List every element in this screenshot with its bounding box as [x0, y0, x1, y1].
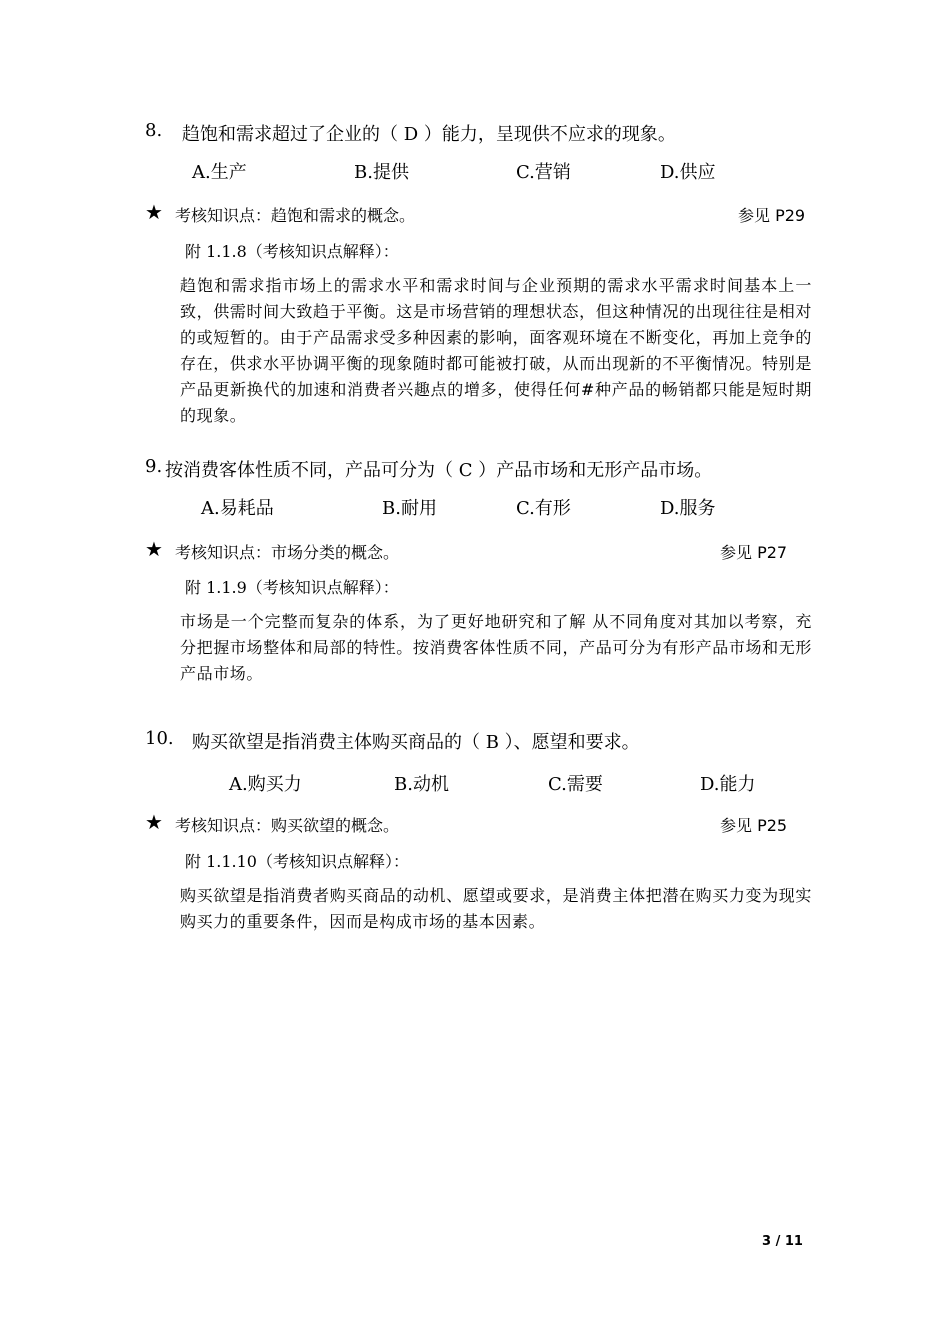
question-9-number: 9. [145, 456, 163, 477]
question-10-page-ref: 参见 P25 [720, 816, 788, 835]
question-8-option-a: A.生产 [192, 162, 247, 183]
question-10-option-a: A.购买力 [229, 774, 302, 795]
star-icon: ★ [145, 537, 163, 561]
question-10-option-b: B.动机 [394, 774, 449, 795]
question-8-explanation: 趋饱和需求指市场上的需求水平和需求时间与企业预期的需求水平需求时间基本上一致，供需时间大致趋于平衡。这是市场营销的理想状态，但这种情况的出现往往是相对的或短暂的。由于产品需求受多种因素的影响，面客观环境在不断变化，再加上竞争的存在，供求水平协调平衡的现象随时都可能被打破，从而出现新的不平衡情况。特别是产品更新换代的加速和消费者兴趣点的增多，使得任何#种产品的畅销都只能是短时期的现象。 [180, 276, 812, 425]
page-number: 3 / 11 [762, 1234, 803, 1249]
question-9-explanation: 市场是一个完整而复杂的体系，为了更好地研究和了解 从不同角度对其加以考察，充分把握市场整体和局部的特性。按消费客体性质不同，产品可分为有形产品市场和无形产品市场。 [180, 612, 812, 683]
question-10-option-c: C.需要 [548, 774, 603, 795]
question-8-stem: 趋饱和需求超过了企业的（ D ）能力，呈现供不应求的现象。 [182, 124, 676, 145]
question-10-explanation: 购买欲望是指消费者购买商品的动机、愿望或要求，是消费主体把潜在购买力变为现实购买力的重要条件，因而是构成市场的基本因素。 [180, 886, 812, 931]
question-9-stem: 按消费客体性质不同，产品可分为（ C ）产品市场和无形产品市场。 [165, 460, 713, 481]
question-10-number: 10. [145, 728, 174, 749]
question-8-option-b: B.提供 [354, 162, 409, 183]
question-10-option-d: D.能力 [700, 774, 756, 795]
question-9-knowledge-point: 考核知识点：市场分类的概念。 [175, 543, 400, 562]
star-icon: ★ [145, 810, 163, 834]
question-8-appendix-heading: 附 1.1.8（考核知识点解释）： [185, 242, 399, 261]
question-10-knowledge-point: 考核知识点：购买欲望的概念。 [175, 816, 400, 835]
question-9-appendix-heading: 附 1.1.9（考核知识点解释）： [185, 578, 399, 597]
star-icon: ★ [145, 200, 163, 224]
question-9-option-a: A.易耗品 [201, 498, 274, 519]
question-10-stem: 购买欲望是指消费主体购买商品的（ B ）、愿望和要求。 [192, 732, 640, 753]
question-8-option-d: D.供应 [660, 162, 716, 183]
question-8-page-ref: 参见 P29 [738, 206, 806, 225]
question-9-page-ref: 参见 P27 [720, 543, 788, 562]
question-8-option-c: C.营销 [516, 162, 571, 183]
question-10-appendix-heading: 附 1.1.10（考核知识点解释）： [185, 852, 409, 871]
question-8-number: 8. [145, 120, 163, 141]
question-9-option-b: B.耐用 [382, 498, 437, 519]
question-9-option-c: C.有形 [516, 498, 571, 519]
question-8-knowledge-point: 考核知识点：趋饱和需求的概念。 [175, 206, 416, 225]
question-9-option-d: D.服务 [660, 498, 716, 519]
